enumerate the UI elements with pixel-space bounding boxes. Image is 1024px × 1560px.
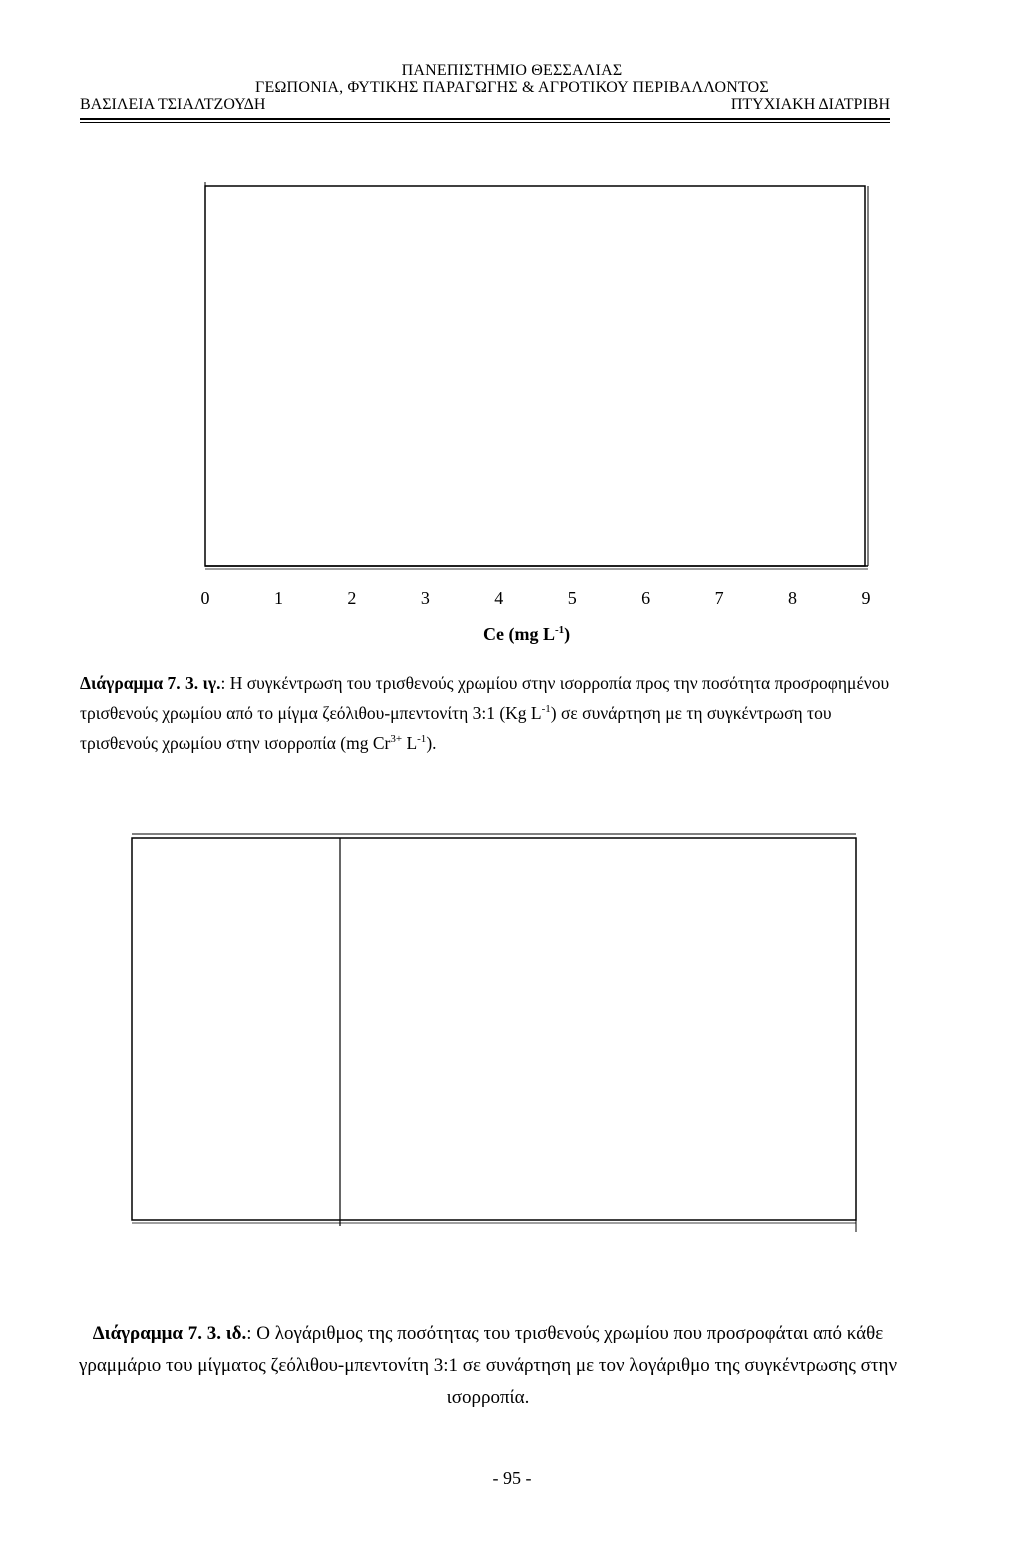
chart-1-x-tick-label: 0: [200, 588, 210, 608]
header-doc-type: ΠΤΥΧΙΑΚΗ ΔΙΑΤΡΙΒΗ: [730, 96, 890, 113]
chart-1-x-axis-label-close: ): [564, 624, 571, 644]
chart-2-plot-frame: [132, 838, 856, 1220]
page-number: - 95 -: [492, 1468, 532, 1488]
figure-1-caption-text-4: ).: [426, 733, 437, 753]
figure-1-caption-sup-3: -1: [417, 733, 427, 746]
figure-1-caption-label: Διάγραμμα 7. 3. ιγ.: [80, 673, 221, 693]
chart-1-x-tick-label: 5: [567, 588, 577, 608]
figure-1-caption-text-3: L: [402, 733, 418, 753]
figure-2-caption: [78, 1318, 898, 1414]
chart-1-x-tick-label: 1: [273, 588, 283, 608]
header-author: ΒΑΣΙΛΕΙΑ ΤΣΙΑΛΤΖΟΥΔΗ: [80, 96, 266, 113]
chart-1-x-tick-label: 7: [714, 588, 724, 608]
header-university: ΠΑΝΕΠΙΣΤΗΜΙΟ ΘΕΣΣΑΛΙΑΣ: [401, 62, 623, 79]
figure-1-caption-sup-2: 3+: [390, 733, 403, 746]
chart-1-x-tick-label: 9: [861, 588, 871, 608]
figure-2-caption-text-1: : Ο λογάριθμος της ποσότητας του τρισθενούς χρωμίου που προσροφάται από κάθε γραμμάριο του μίγματος ζεόλιθου-μπεντονίτη 3:1 σε συνάρτηση με τον λογάριθμο της συγκέντρωσης στην ισορροπία.: [78, 1323, 898, 1408]
figure-1-caption-text-2: ) σε συνάρτηση με τη συγκέντρωση του τρισθενούς χρωμίου στην ισορροπία (mg Cr: [80, 703, 832, 753]
figure-2-caption-label: Διάγραμμα 7. 3. ιδ.: [92, 1323, 247, 1344]
chart-1-x-tick-label: 6: [641, 588, 651, 608]
header-department: ΓΕΩΠΟΝΙΑ, ΦΥΤΙΚΗΣ ΠΑΡΑΓΩΓΗΣ & ΑΓΡΟΤΙΚΟΥ ΠΕΡΙΒΑΛΛΟΝΤΟΣ: [255, 79, 769, 96]
chart-1-x-tick-label: 2: [347, 588, 357, 608]
figure-1-caption-sup-1: -1: [541, 703, 551, 716]
figure-1-caption-text-1: : Η συγκέντρωση του τρισθενούς χρωμίου στην ισορροπία προς την ποσότητα προσροφημένου τρισθενούς χρωμίου από το μίγμα ζεόλιθου-μπεντονίτη 3:1 (Kg L: [80, 673, 890, 723]
chart-1-x-tick-label: 8: [788, 588, 798, 608]
chart-1-x-tick-label: 3: [420, 588, 430, 608]
chart-1-x-axis-label-sup: -1: [554, 624, 565, 636]
chart-1-x-tick-label: 4: [494, 588, 504, 608]
chart-1-x-axis-label-main: Ce (mg L: [483, 624, 555, 644]
